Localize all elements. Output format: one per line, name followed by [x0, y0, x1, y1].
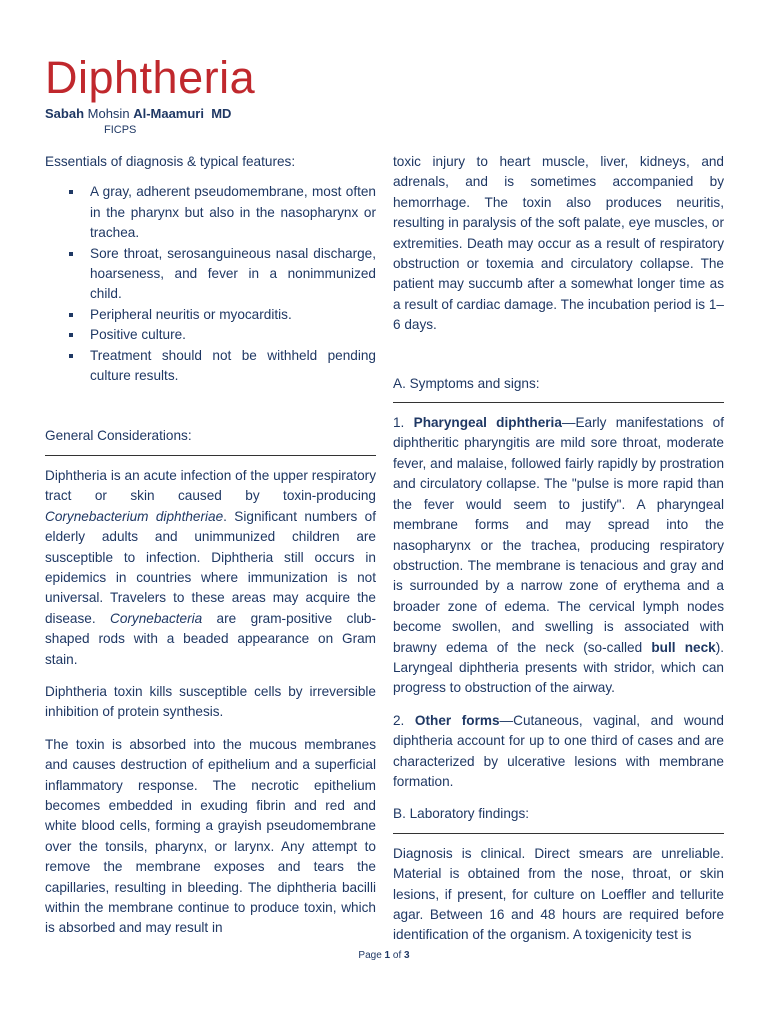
author-credential: FICPS	[104, 124, 137, 136]
right-column	[393, 152, 724, 958]
lab-findings-heading: B. Laboratory findings:	[393, 804, 724, 833]
author-last-name: Al-Maamuri	[133, 106, 204, 121]
essentials-item: Sore throat, serosanguineous nasal discharge, hoarseness, and fever in a nonimmunized child.	[45, 244, 376, 305]
page-word: Page	[358, 950, 382, 961]
author-first-name: Sabah	[45, 106, 85, 121]
general-paragraph-3: The toxin is absorbed into the mucous membranes and causes destruction of epithelium and a superficial inflammatory response. The necrotic epithelium becomes embedded in exuding fibrin and red and white blood cells, forming a grayish pseudomembrane over the tonsils, pharynx, or larynx. Any attempt to remove the membrane exposes and tears the capillaries, resulting in bleeding. The diphtheria bacilli within the membrane continue to produce toxin, which is absorbed and may result in	[45, 736, 376, 936]
author-line	[45, 106, 231, 121]
general-paragraph-1: Diphtheria is an acute infection of the upper respiratory tract or skin caused by toxin-producing Corynebacterium diphtheriae. Significant numbers of elderly adults and unimmunized children are susceptible to infection. Diphtheria still occurs in epidemics in countries where immunization is not universal. Travelers to these areas may acquire the disease. Corynebacteria are gram-positive club-shaped rods with a beaded appearance on Gram stain.	[45, 467, 376, 667]
essentials-item: Treatment should not be withheld pending culture results.	[45, 346, 376, 387]
page-footer	[0, 950, 768, 961]
essentials-item: Peripheral neuritis or myocarditis.	[45, 305, 376, 325]
general-considerations-heading: General Considerations:	[45, 426, 376, 455]
other-forms-paragraph: 2. Other forms—Cutaneous, vaginal, and wound diphtheria account for up to one third of cases and are characterized by ulcerative lesions with membrane formation.	[393, 712, 724, 789]
bullet-square-icon	[69, 313, 73, 317]
page-number: 1	[384, 950, 391, 961]
left-column	[45, 152, 376, 951]
bullet-square-icon	[69, 190, 73, 194]
lab-findings-paragraph: Diagnosis is clinical. Direct smears are unreliable. Material is obtained from the nose, throat, or skin lesions, if present, for culture on Loeffler and tellurite agar. Between 16 and 48 hours are required before identification of the organism. A toxigenicity test is	[393, 845, 724, 943]
author-degree: MD	[211, 106, 232, 121]
page-total: 3	[404, 950, 410, 961]
bullet-square-icon	[69, 252, 73, 256]
bullet-square-icon	[69, 354, 73, 358]
pharyngeal-paragraph: 1. Pharyngeal diphtheria—Early manifestations of diphtheritic pharyngitis are mild sore throat, moderate fever, and malaise, followed fairly rapidly by prostration and circulatory collapse. The "pulse is more rapid than the fever would seem to justify". A pharyngeal membrane forms and may spread into the nasopharynx or the trachea, producing respiratory obstruction. The membrane is tenacious and gray and is surrounded by a narrow zone of erythema and a broader zone of edema. The cervical lymph nodes become swollen, and swelling is associated with brawny edema of the neck (so-called bull neck). Laryngeal diphtheria presents with stridor, which can progress to obstruction of the airway.	[393, 415, 724, 696]
essentials-item: A gray, adherent pseudomembrane, most often in the pharynx but also in the nasopharynx or trachea.	[45, 182, 376, 243]
essentials-list	[45, 182, 376, 386]
general-paragraph-2: Diphtheria toxin kills susceptible cells by irreversible inhibition of protein synthesis.	[45, 683, 376, 720]
symptoms-heading: A. Symptoms and signs:	[393, 374, 724, 403]
continued-paragraph: toxic injury to heart muscle, liver, kidneys, and adrenals, and is sometimes accompanied by hemorrhage. The toxin also produces neuritis, resulting in paralysis of the soft palate, eye muscles, or extremities. Death may occur as a result of respiratory obstruction or toxemia and circulatory collapse. The patient may succumb after a somewhat longer time as a result of cardiac damage. The incubation period is 1–6 days.	[393, 154, 724, 333]
bullet-square-icon	[69, 333, 73, 337]
essentials-item: Positive culture.	[45, 325, 376, 345]
author-middle-name: Mohsin	[87, 106, 130, 121]
essentials-heading: Essentials of diagnosis & typical features:	[45, 154, 296, 169]
of-word: of	[392, 950, 402, 961]
document-title: Diphtheria	[45, 52, 256, 103]
